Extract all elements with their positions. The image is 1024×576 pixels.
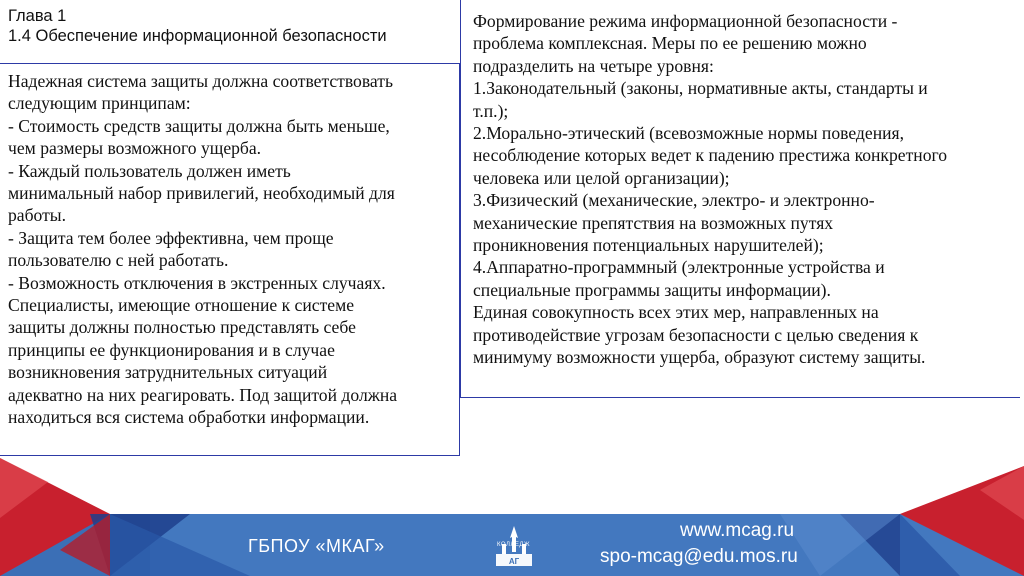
- slide-header: [0, 0, 458, 63]
- levels-line: подразделить на четыре уровня:: [473, 55, 714, 76]
- levels-line: специальные программы защиты информации).: [473, 279, 831, 300]
- principles-line: - Стоимость средств защиты должна быть меньше,: [8, 115, 390, 136]
- principles-line: находиться вся система обработки информации.: [8, 407, 370, 428]
- svg-text:АГ: АГ: [508, 557, 520, 566]
- principles-line: минимальный набор привилегий, необходимый для: [8, 183, 395, 204]
- levels-line: Формирование режима информационной безопасности -: [473, 11, 898, 31]
- levels-line: минимуму возможности ущерба, образуют систему защиты.: [473, 347, 926, 368]
- principles-line: - Возможность отключения в экстренных случаях.: [8, 272, 386, 293]
- levels-line: проникновения потенциальных нарушителей);: [473, 235, 824, 256]
- levels-line: 4.Аппаратно-программный (электронные устройства и: [473, 257, 885, 278]
- principles-line: работы.: [8, 205, 67, 226]
- levels-line: механические препятствия на возможных путях: [473, 212, 834, 233]
- principles-line: Специалисты, имеющие отношение к системе: [8, 295, 355, 316]
- levels-line: проблема комплексная. Меры по ее решению можно: [473, 33, 867, 54]
- principles-line: Надежная система защиты должна соответствовать: [8, 71, 394, 91]
- principles-line: защиты должны полностью представлять себе: [8, 317, 356, 338]
- levels-line: 3.Физический (механические, электро- и электронно-: [473, 190, 875, 211]
- principles-line: пользователю с ней работать.: [8, 250, 229, 271]
- principles-line: чем размеры возможного ущерба.: [8, 138, 262, 159]
- principles-line: - Защита тем более эффективна, чем проще: [8, 227, 334, 248]
- security-levels-panel: [460, 0, 1020, 398]
- levels-line: несоблюдение которых ведет к падению престижа конкретного: [473, 145, 948, 166]
- levels-line: 2.Морально-этический (всевозможные нормы поведения,: [473, 123, 905, 144]
- organization-name: ГБПОУ «МКАГ»: [248, 536, 385, 556]
- principles-line: - Каждый пользователь должен иметь: [8, 160, 291, 181]
- email-link[interactable]: spo-mcag@edu.mos.ru: [600, 546, 798, 567]
- levels-line: 1.Законодательный (законы, нормативные акты, стандарты и: [473, 78, 928, 99]
- levels-line: т.п.);: [473, 100, 509, 121]
- website-link[interactable]: www.mcag.ru: [680, 520, 795, 541]
- levels-line: человека или целой организации);: [473, 167, 730, 188]
- levels-line: Единая совокупность всех этих мер, направленных на: [473, 302, 879, 323]
- levels-line: противодействие угрозам безопасности с целью сведения к: [473, 324, 919, 345]
- principles-line: возникновения затруднительных ситуаций: [8, 362, 328, 383]
- principles-line: следующим принципам:: [8, 93, 191, 114]
- logo-label: КОЛЛЕДЖ: [497, 542, 531, 548]
- principles-panel: [0, 63, 460, 456]
- chapter-label: Глава 1: [8, 7, 67, 25]
- principles-line: принципы ее функционирования и в случае: [8, 339, 335, 360]
- section-title: 1.4 Обеспечение информационной безопасности: [8, 27, 387, 45]
- principles-line: адекватно на них реагировать. Под защитой должна: [8, 384, 398, 405]
